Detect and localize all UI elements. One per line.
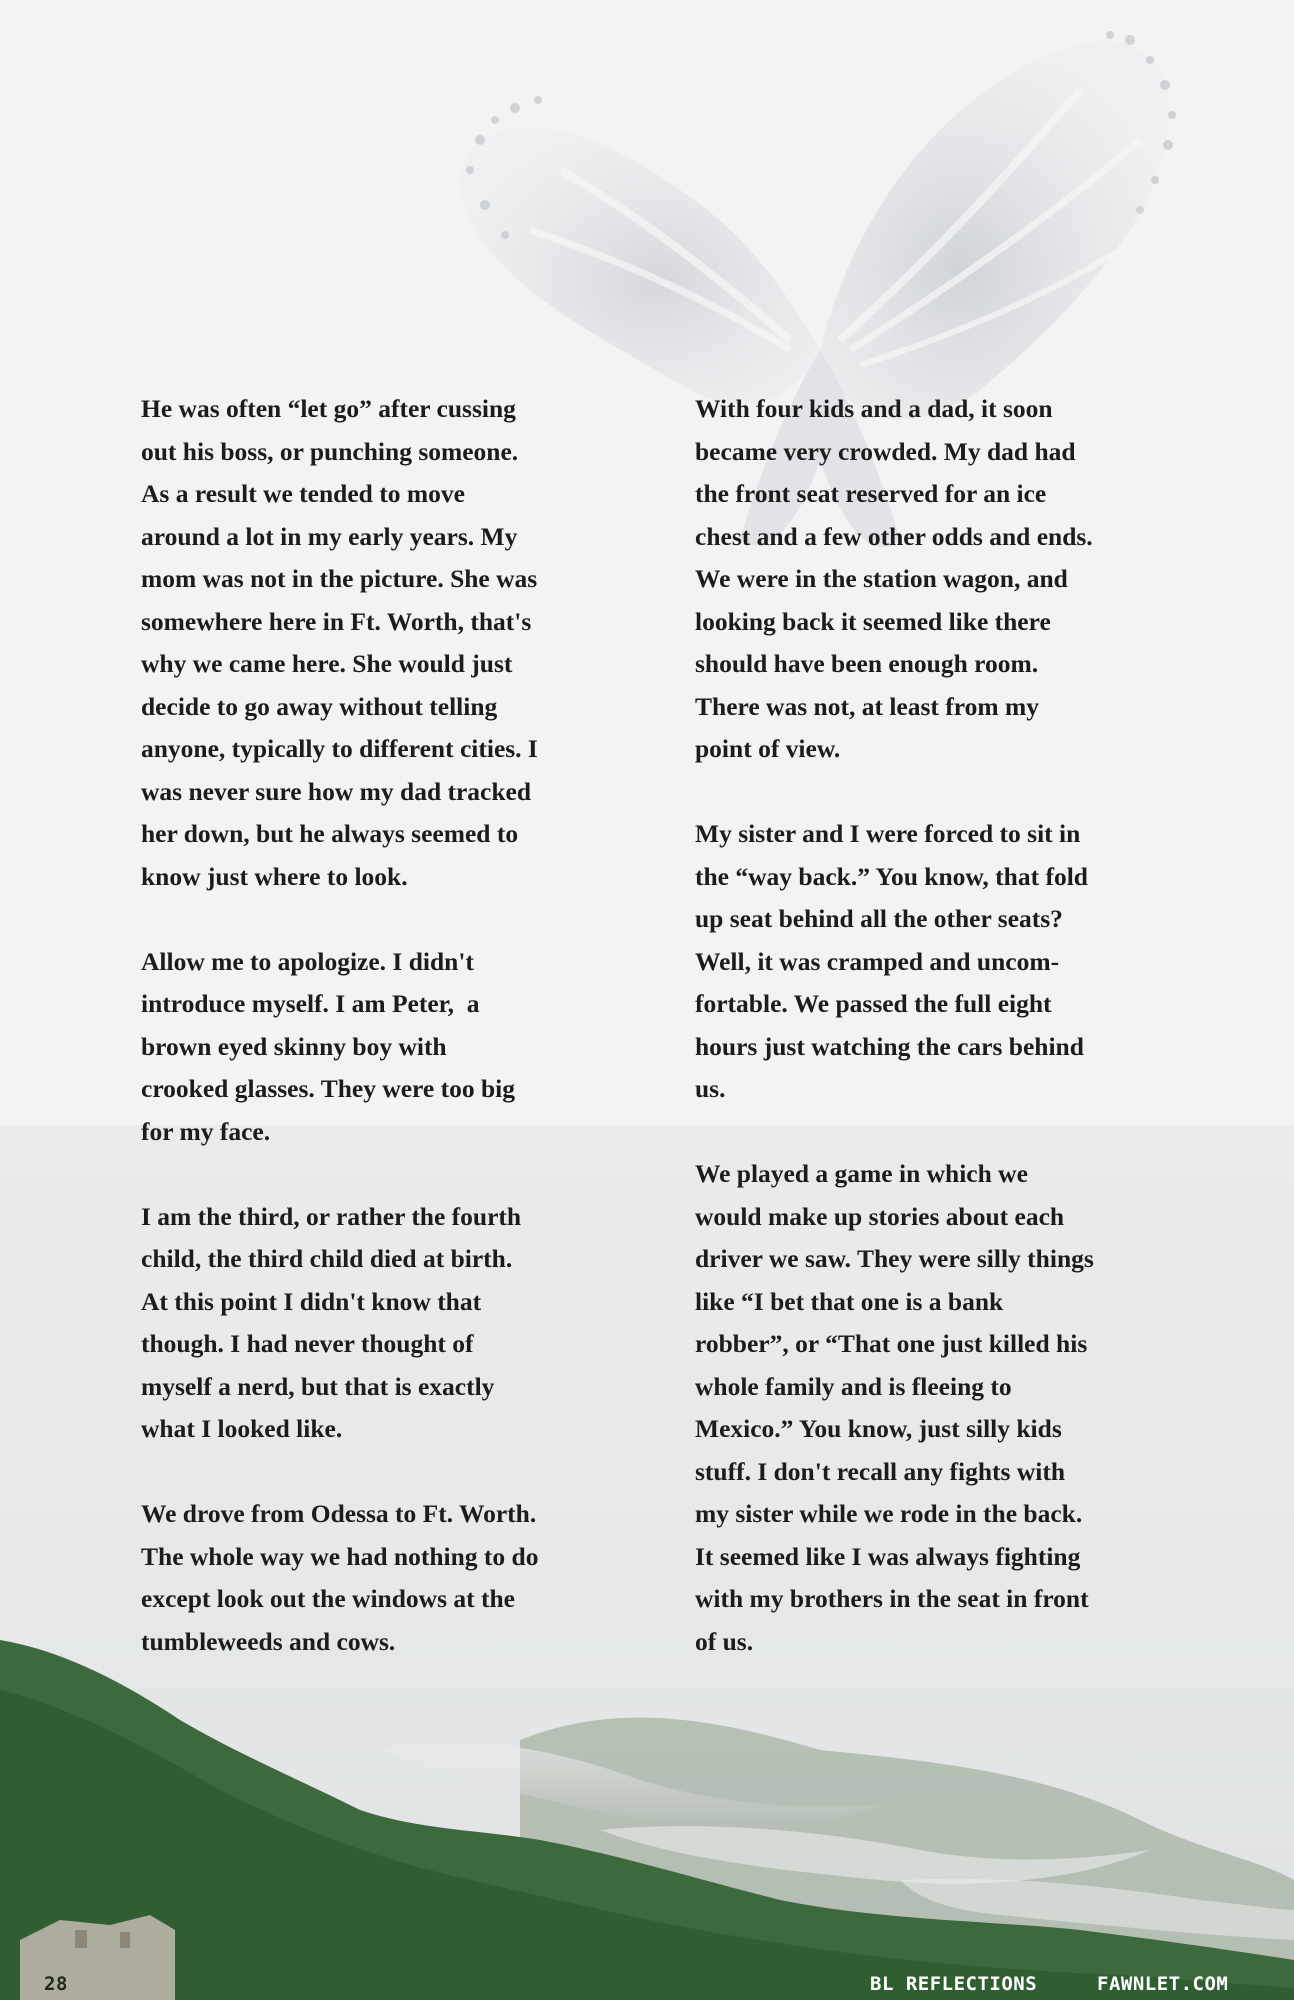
- magazine-name: BL REFLECTIONS: [870, 1973, 1038, 1995]
- article-paragraph: He was often “let go” after cussing out his boss, or punching someone. As a result we tended to move around a lot in my early years. My mom was not in the picture. She was somewhere here in Ft. Worth, that's why we came here. She would just decide to go away without telling anyone, typically to different cities. I was never sure how my dad tracked her down, but he always seemed to know just where to look.: [141, 394, 538, 891]
- article-left-column: [141, 388, 611, 1706]
- article-paragraph: With four kids and a dad, it soon became very crowded. My dad had the front seat reserved for an ice chest and a few other odds and ends. We were in the station wagon, and looking back it seemed like there should have been enough room. There was not, at least from my point of view.: [695, 394, 1093, 763]
- article-paragraph: Allow me to apologize. I didn't introduce myself. I am Peter, a brown eyed skinny boy with crooked glasses. They were too big for my face.: [141, 946, 515, 1146]
- article-paragraph: I am the third, or rather the fourth child, the third child died at birth. At this point I didn't know that though. I had never thought of myself a nerd, but that is exactly what I looked like.: [141, 1201, 522, 1443]
- article-paragraph: My sister and I were forced to sit in the “way back.” You know, that fold up seat behind all the other seats? Well, it was cramped and uncom- fortable. We passed the full eight hours just watching the cars behind us.: [695, 819, 1088, 1103]
- article-paragraph: We drove from Odessa to Ft. Worth. The whole way we had nothing to do except look out the windows at the tumbleweeds and cows.: [141, 1499, 539, 1656]
- page-number: 28: [44, 1973, 68, 1995]
- article-paragraph: We played a game in which we would make up stories about each driver we saw. They were silly things like “I bet that one is a bank robber”, or “That one just killed his whole family and is fleeing to Mexico.” You know, just silly kids stuff. I don't recall any fights with my sister while we rode in the back. It seemed like I was always fighting with my brothers in the seat in front of us.: [695, 1159, 1094, 1656]
- article-right-column: [695, 388, 1165, 1706]
- website-link[interactable]: FAWNLET.COM: [1097, 1973, 1229, 1995]
